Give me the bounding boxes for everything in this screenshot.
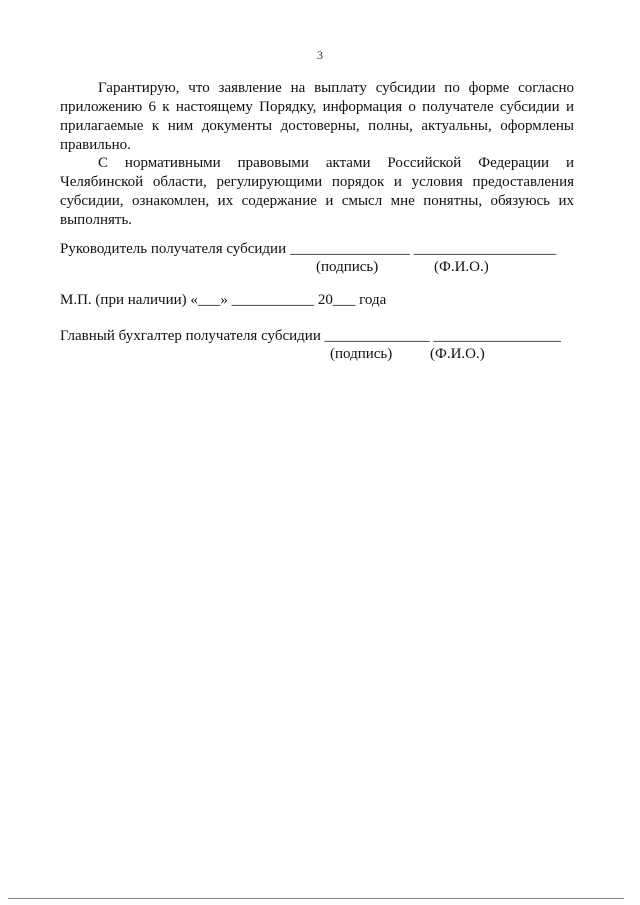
bottom-divider — [8, 898, 624, 899]
head-signature-line: Руководитель получателя субсидии ________________ ___________________ — [60, 241, 557, 257]
accountant-name-caption: (Ф.И.О.) — [430, 346, 485, 362]
page-number: 3 — [317, 48, 323, 62]
accountant-signature-line: Главный бухгалтер получателя субсидии ______________ _________________ — [60, 328, 561, 344]
accountant-signature-caption: (подпись) — [330, 346, 393, 362]
guarantee-paragraph: Гарантирую, что заявление на выплату субсидии по форме согласно приложению 6 к настоящему Порядку, информация о получателе субсидии и прилагаемые к ним документы достоверны, полны, актуальны, оформлены правильно. — [60, 80, 574, 153]
head-signature-caption: (подпись) — [316, 259, 379, 275]
head-name-caption: (Ф.И.О.) — [434, 259, 489, 275]
acknowledgement-paragraph: С нормативными правовыми актами Российской Федерации и Челябинской области, регулирующими порядок и условия предоставления субсидии, ознакомлен, их содержание и смысл мне понятны, обязуюсь их выполнять. — [60, 155, 574, 228]
seal-date-line: М.П. (при наличии) «___» ___________ 20___ года — [60, 292, 387, 308]
